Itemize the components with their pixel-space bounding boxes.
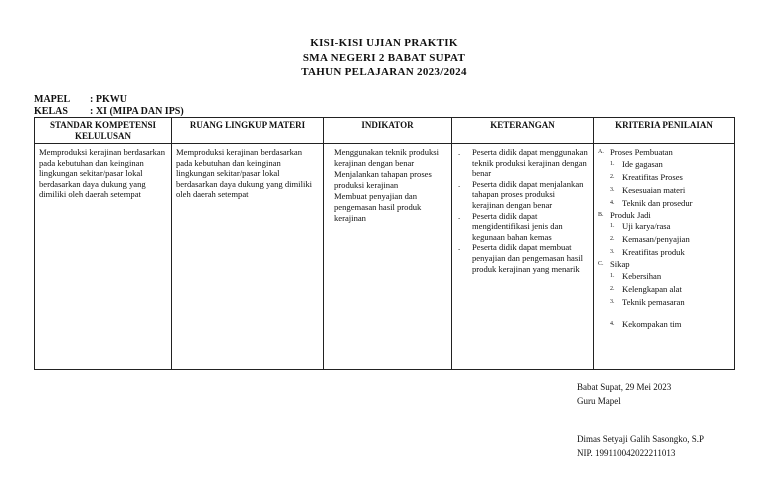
signature-role: Guru Mapel [577, 396, 621, 406]
kriteria-item: 1. Uji karya/rasa [610, 221, 671, 232]
cell-standar: Memproduksi kerajinan berdasarkan pada kebutuhan dan keinginan lingkungan sekitar/pasar lokal berdasarkan daya dukung yang dimiliki oleh daerah setempat [35, 144, 172, 370]
mapel-label: MAPEL [34, 94, 71, 105]
kriteria-section-mark: C. [598, 261, 604, 268]
kriteria-item: 2. Kelengkapan alat [610, 283, 682, 294]
signature-place-date: Babat Supat, 29 Mei 2023 [577, 382, 672, 392]
signature-name: Dimas Setyaji Galih Sasongko, S.P [577, 434, 705, 444]
kriteria-section-title: Proses Pembuatan [610, 147, 673, 157]
kriteria-item-text: Teknik dan prosedur [622, 197, 693, 208]
kriteria-item: 1. Ide gagasan [610, 158, 663, 169]
kriteria-item-text: Kekompakan tim [622, 318, 682, 329]
header-kriteria: KRITERIA PENILAIAN [594, 118, 735, 144]
signature-nip: NIP. 199110042022211013 [577, 448, 676, 458]
header-standar: STANDAR KOMPETENSI KELULUSAN [35, 118, 172, 144]
kriteria-item-text: Kreatifitas Proses [622, 171, 683, 182]
indikator-item: Menggunakan teknik produksi kerajinan dengan benar [334, 147, 440, 168]
kriteria-item-text: Teknik pemasaran [622, 296, 685, 307]
header-keterangan: KETERANGAN [452, 118, 594, 144]
kriteria-section-mark: A. [598, 149, 604, 155]
keterangan-text: Peserta didik dapat membuat penyajian dan pengemasan hasil produk kerajinan yang menarik [472, 242, 583, 274]
kriteria-item: 3. Teknik pemasaran [610, 296, 685, 307]
kriteria-item-text: Kreatifitas produk [622, 247, 685, 258]
header-ruang-lingkup: RUANG LINGKUP MATERI [172, 118, 324, 144]
kriteria-item-text: Kebersihan [622, 270, 662, 281]
cell-kriteria [594, 144, 735, 370]
kriteria-item: 4. Teknik dan prosedur [610, 197, 693, 208]
kriteria-item-text: Kesesuaian materi [622, 184, 686, 195]
indikator-item: Menjalankan tahapan proses produksi kerajinan [334, 169, 432, 190]
kriteria-item: 2. Kreatifitas Proses [610, 171, 683, 182]
kriteria-section [598, 210, 730, 221]
table-header-row [35, 118, 735, 144]
kisi-kisi-table [34, 117, 735, 370]
cell-ruang-lingkup: Memproduksi kerajinan berdasarkan pada kebutuhan dan keinginan lingkungan sekitar/pasar lokal berdasarkan daya dukung yang dimiliki oleh daerah setempat [172, 144, 324, 370]
table-row [35, 144, 735, 370]
keterangan-text: Peserta didik dapat mengidentifikasi jenis dan kegunaan bahan kemas [472, 210, 563, 242]
kriteria-item: 3. Kesesuaian materi [610, 184, 686, 195]
keterangan-item: . Peserta didik dapat mengidentifikasi jenis dan kegunaan bahan kemas [458, 210, 563, 242]
kriteria-item: 1. Kebersihan [610, 270, 662, 281]
doc-title-line-2: SMA NEGERI 2 BABAT SUPAT [302, 52, 466, 64]
kriteria-section [598, 259, 730, 270]
kriteria-item-text: Uji karya/rasa [622, 221, 671, 232]
kriteria-section-mark: B. [598, 211, 604, 218]
doc-title-line-3: TAHUN PELAJARAN 2023/2024 [301, 66, 467, 78]
kriteria-item-text: Ide gagasan [622, 158, 663, 169]
kriteria-item-text: Kemasan/penyajian [622, 234, 690, 245]
cell-indikator [324, 144, 452, 370]
keterangan-text: Peserta didik dapat menjalankan tahapan proses produksi kerajinan dengan benar [472, 178, 584, 210]
kriteria-item: 4. Kekompakan tim [610, 318, 682, 329]
doc-title-line-1: KISI-KISI UJIAN PRAKTIK [310, 37, 458, 49]
keterangan-item: . Peserta didik dapat menggunakan teknik produksi kerajinan dengan benar [458, 147, 588, 179]
kriteria-item: 3. Kreatifitas produk [610, 247, 685, 258]
kriteria-item-text: Kelengkapan alat [622, 283, 682, 294]
indikator-item: Membuat penyajian dan pengemasan hasil produk kerajinan [334, 191, 422, 223]
cell-keterangan [452, 144, 594, 370]
keterangan-item: . Peserta didik dapat menjalankan tahapan proses produksi kerajinan dengan benar [458, 178, 584, 210]
kriteria-section [598, 147, 730, 158]
header-indikator: INDIKATOR [324, 118, 452, 144]
keterangan-text: Peserta didik dapat menggunakan teknik produksi kerajinan dengan benar [472, 147, 588, 179]
mapel-row [34, 94, 127, 105]
kriteria-section-title: Sikap [610, 259, 630, 270]
mapel-value: : PKWU [90, 94, 127, 105]
kelas-row [34, 106, 184, 117]
kelas-label: KELAS [34, 106, 68, 117]
kriteria-item: 2. Kemasan/penyajian [610, 234, 690, 245]
kelas-value: : XI (MIPA DAN IPS) [90, 106, 184, 117]
keterangan-item: . Peserta didik dapat membuat penyajian dan pengemasan hasil produk kerajinan yang menarik [458, 242, 583, 274]
kriteria-section-title: Produk Jadi [610, 209, 651, 220]
